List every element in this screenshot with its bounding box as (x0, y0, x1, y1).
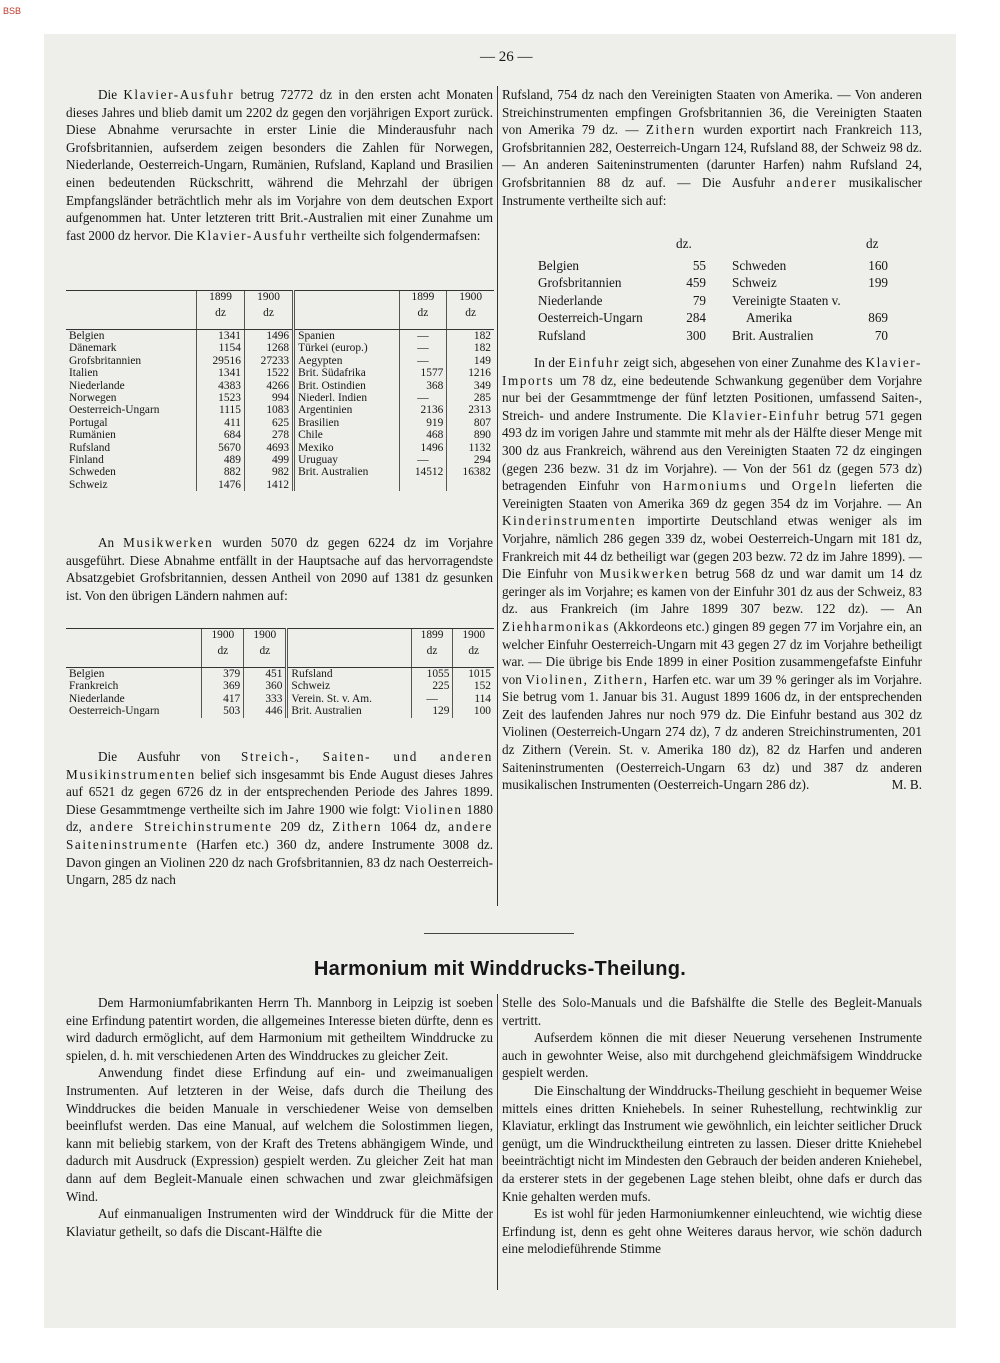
article-right-column: Stelle des Solo-Manuals und die Bafshälfte die Stelle des Begleit-Manuals vertritt. Aufserdem können die mit dieser Neuerung versehenen Instrumente auch in gewohnter Weise, also mit durchgehend gleichmäfsigem Winddrucke gespielt werden. Die Einschaltung der Winddrucks-Theilung geschieht in bequemer Weise mittels eines dritten Kniehebels. In seiner Ruhestellung, rechtwinklig zur Klaviatur, erklingt das Instrument wie gewöhnlich, ein leichter seitlicher Druck genügt, um die Windrucktheilung eintreten zu lassen. Dieser dritte Kniehebel beeinträchtigt nicht im Mindesten den Gebrauch der beiden anderen Kniehebel, da ersterer stets in der gegebenen Lage stehen bleibt, ohne dafs er durch das Knie gehalten werden mufs. Es ist wohl für jeden Harmoniumkenner einleuchtend, wie wichtig diese Erfindung ist, denn es geht ohne Weiteres daraus hervor, wie schön dadurch eine melodieführende Stimme (502, 995, 922, 1257)
table-row: Oesterreich-Ungarn 284 Amerika 869 (538, 310, 888, 326)
musikwerke-table: 1900 1900 1899 1900 dz dz dz dz Belgien 379 451 Rufsland 1055 1015 Frankreich 369 360 Schweiz 225 152 Niederlande 417 333 Verein. St. v. Am. — 114 Oesterreich-Ungarn 503 446 Brit. Australien 129 100 (66, 628, 494, 718)
table-row: Frankreich 369 360 Schweiz 225 152 (66, 680, 494, 692)
section-separator (424, 933, 574, 934)
table-row: Finland 489 499 Uruguay — 294 (66, 454, 494, 466)
column-divider (497, 86, 498, 906)
table-row: Oesterreich-Ungarn 1115 1083 Argentinien 2136 2313 (66, 404, 494, 416)
mini-table-unit-left: dz. (676, 236, 692, 251)
einfuhr-paragraph: In der Einfuhr zeigt sich, abgesehen von einer Zunahme des Klavier-Imports um 78 dz, eine bedeutende Schwankung gegenüber dem Vorjahre nur bei der Gesammtmenge der fünf letzten Positionen, umfassend Saiten-, Streich- und andere Instrumente. Die Klavier-Einfuhr betrug 571 gegen 493 dz im vorigen Jahre und stammte mit mehr als der Hälfte dieser Menge mit 300 dz aus Frankreich, während aus den Vereinigten Staaten 72 dz eingingen (gegen 236 bezw. 31 dz im Vorjahre). — Von der 561 dz (gegen 573 dz) betragenden Einfuhr von Harmoniums und Orgeln lieferten die Vereinigten Staaten von Amerika 369 dz gegen 354 dz im Vorjahre. — An Kinderinstrumenten importirte Deutschland etwas weniger als im Vorjahre, nämlich 286 gegen 339 dz, wobei Oesterreich-Ungarn mit 181 dz, Frankreich mit 44 dz betheiligt war (gegen 203 bezw. 72 dz im Jahre 1899). — Die Einfuhr von Musikwerken betrug 568 dz und war damit um 14 dz geringer als im Vorjahre; es kamen von der Einfuhr 301 dz aus der Schweiz, 83 dz. aus Frankreich (im Jahre 1899 307 bezw. 122 dz). — An Ziehharmonikas (Akkordeons etc.) gingen 89 gegen 77 im Vorjahre ein, an welcher Einfuhr Oesterreich-Ungarn mit 43 gegen 27 dz im Vorjahre betheiligt war. — Die übrige bis Ende 1899 in einer Position zusammengefafste Einfuhr von Violinen, Zithern, Harfen etc. war um 39 % geringer als im Vorjahre. Sie betrug vom 1. Januar bis 31. August 1899 1606 dz, in der entsprechenden Zeit des laufenden Jahres nur noch 979 dz. Die Einfuhr bestand aus 302 dz Violinen (Oesterreich-Ungarn 274 dz), 7 dz anderen Streichinstrumenten, 201 dz Zithern (Verein. St. v. Amerika 180 dz), 82 dz Harfen und anderen Saiteninstrumenten (Oesterreich-Ungarn 63 dz) und 387 dz anderen musikalischen Instrumenten (Oesterreich-Ungarn 286 dz). M. B. (502, 355, 923, 793)
table-row: Belgien 1341 1496 Spanien — 182 (66, 330, 494, 343)
table-row: Rufsland 300 Brit. Australien 70 (538, 327, 888, 343)
table-row: Schweden 882 982 Brit. Australien 14512 16382 (66, 466, 494, 478)
table-row: Schweiz 1476 1412 (66, 479, 494, 491)
table-row: Niederlande 79 Vereinigte Staaten v. (538, 292, 841, 308)
article-left-column: Dem Harmoniumfabrikanten Herrn Th. Mannborg in Leipzig ist soeben eine Erfindung patentirt worden, die allgemeines Interesse bieten dürfte, denn es wird dadurch ermöglicht, auf dem Harmonium mit getheiltem Winddrucke zu spielen, d. h. mit verschiedenen Arten des Winddruckes zu gleicher Zeit. Anwendung findet diese Erfindung auf ein- und zweimanualigen Instrumenten. Auf letzteren in der Weise, dafs durch die Theilung des Winddruckes die beiden Manuale in verschiedener Weise von demselben beeinflufst werden. Das eine Manual, auf welchem die Solostimmen liegen, kann mit beliebig starkem, von der Kraft des Tretens abhängigem Winde, und dadurch mit Ausdruck (Expression) gespielt werden. Zu gleicher Zeit hat man dann auf dem Begleit-Manuale einen schwachen und zwar gleichmäfsigen Wind. Auf einmanualigen Instrumenten wird der Winddruck für die Mitte der Klaviatur getheilt, so dafs die Discant-Hälfte die (66, 995, 493, 1239)
musikwerke-paragraph: An Musikwerken wurden 5070 dz gegen 6224 dz im Vorjahre ausgeführt. Diese Abnahme entfällt in der Hauptsache auf das hervorragendste Absatzgebiet Grofsbritannien, dessen Antheil von 2090 auf 1381 dz gesunken ist. Von den übrigen Ländern nahmen auf: (66, 535, 494, 603)
article-title: Harmonium mit Winddrucks-Theilung. (313, 958, 687, 980)
mini-table-unit-right: dz (866, 236, 879, 251)
table-row: Rufsland 5670 4693 Mexiko 1496 1132 (66, 442, 494, 454)
left-column-top (66, 86, 493, 244)
article-column-divider (497, 994, 498, 1290)
klavier-ausfuhr-paragraph: Die Klavier-Ausfuhr betrug 72772 dz in den ersten acht Monaten dieses Jahres und blieb damit um 2202 dz gegen den vorjährigen Export zurück. Diese Abnahme verursachte in erster Linie die Minderausfuhr nach Grofsbritannien, aufserdem zeigen besonders die Zahlen für Norwegen, Niederlande, Oesterreich-Ungarn, Rumänien, Rufsland, Kapland und Brasilien einen bedeutenden Rückschritt, während die Mehrzahl der übrigen Empfangsländer beträchtlich mehr als im Vorjahre von dem deutschen Export aufgenommen hat. Unter letzteren tritt Brit.-Australien mit einer Zunahme um fast 2000 dz hervor. Die Klavier-Ausfuhr vertheilte sich folgendermafsen: (66, 87, 494, 243)
table-row: Italien 1341 1522 Brit. Südafrika 1577 1216 (66, 367, 494, 379)
page-number: — 26 — (480, 49, 533, 65)
table-row: Belgien 55 Schweden 160 (538, 258, 888, 273)
right-column-top: Rufsland, 754 dz nach den Vereinigten Staaten von Amerika. — Von anderen Streichinstrumenten empfingen Grofsbritannien 36, die Vereinigten Staaten von Amerika 79 dz. — Zithern wurden exportirt nach Frankreich 113, Grofsbritannien 282, Oesterreich-Ungarn 124, Rufsland 88, der Schweiz 98 dz. — An anderen Saiteninstrumenten (darunter Harfen) nahm Rufsland 24, Grofsbritannien 88 dz auf. — Die Ausfuhr anderer musikalischer Instrumente vertheilte sich auf: (502, 87, 922, 208)
klavier-ausfuhr-table: 1899 1900 1899 1900 dz dz dz dz Belgien 1341 1496 Spanien — 182 Dänemark 1154 1268 Türkei (europ.) — 182 Grofsbritannien 29516 27233 Aegypten — 149 Italien 1341 1522 Brit. Südafrika 1577 1216 Niederlande 4383 4266 Brit. Ostindien 368 349 Norwegen 1523 994 Niederl. Indien — 285 Oesterreich-Ungarn 1115 1083 Argentinien 2136 2313 Portugal 411 625 Brasilien 919 807 Rumänien 684 278 Chile 468 890 Rufsland 5670 4693 Mexiko 1496 1132 Finland 489 499 Uruguay — 294 Schweden 882 982 Brit. Australien 14512 16382 Schweiz 1476 1412 (66, 290, 494, 491)
table-row: Dänemark 1154 1268 Türkei (europ.) — 182 (66, 342, 494, 354)
library-mark: BSB (3, 6, 22, 16)
table-row: Niederlande 417 333 Verein. St. v. Am. — 114 (66, 693, 494, 705)
author-signature: M. B. (891, 777, 922, 793)
table-row: Portugal 411 625 Brasilien 919 807 (66, 417, 494, 429)
table-row: Grofsbritannien 459 Schweiz 199 (538, 275, 888, 291)
table-row: Oesterreich-Ungarn 503 446 Brit. Australien 129 100 (66, 705, 494, 717)
table-row: Grofsbritannien 29516 27233 Aegypten — 149 (66, 355, 494, 367)
andere-instrumente-table (538, 257, 888, 344)
table-row: Niederlande 4383 4266 Brit. Ostindien 368 349 (66, 380, 494, 392)
streichinstrumente-paragraph: Die Ausfuhr von Streich-, Saiten- und anderen Musikinstrumenten belief sich insgesammt bis Ende August dieses Jahres auf 6521 dz gegen 6726 dz in der entsprechenden Periode des Jahres 1899. Diese Gesammtmenge vertheilte sich im Jahre 1900 wie folgt: Violinen 1880 dz, andere Streichinstrumente 209 dz, Zithern 1064 dz, andere Saiteninstrumente (Harfen etc.) 360 dz, andere Instrumente 3008 dz. Davon gingen an Violinen 220 dz nach Grofsbritannien, 83 dz nach Oesterreich-Ungarn, 285 dz nach (66, 749, 494, 888)
table-row: Rumänien 684 278 Chile 468 890 (66, 429, 494, 441)
table-row: Belgien 379 451 Rufsland 1055 1015 (66, 668, 494, 681)
table-row: Norwegen 1523 994 Niederl. Indien — 285 (66, 392, 494, 404)
